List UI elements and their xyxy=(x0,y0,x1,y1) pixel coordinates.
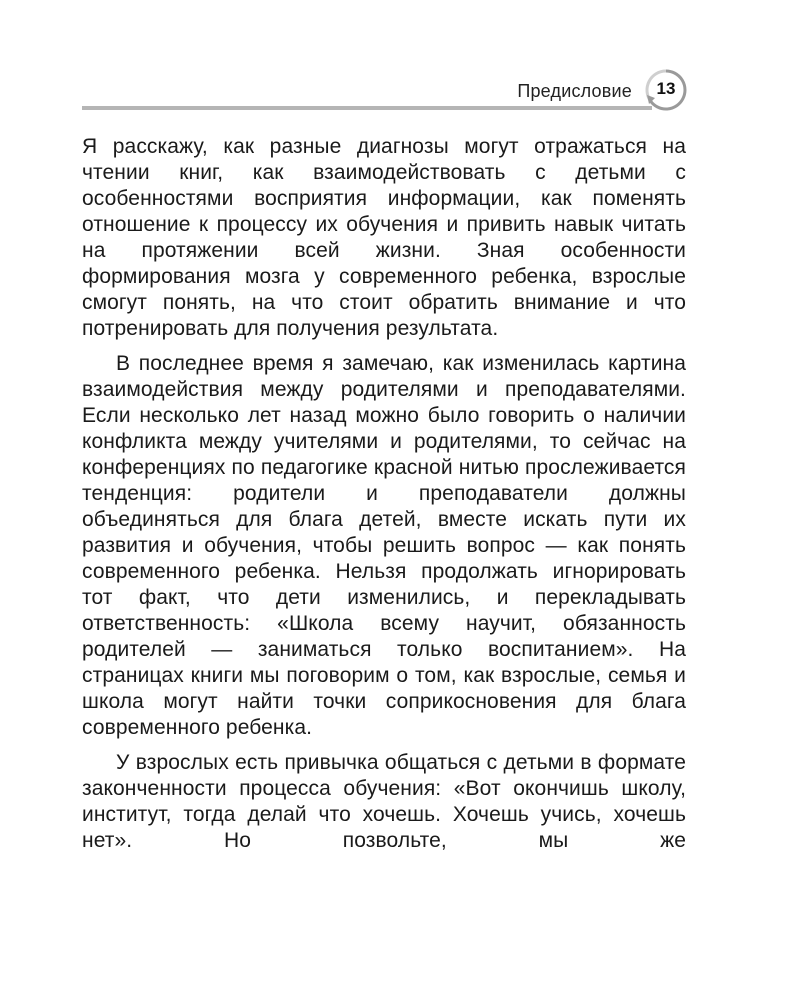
paragraph-3: У взрослых есть привычка общаться с детьми в формате законченности процесса обучения: «Вот окончишь школу, институт, тогда делай что хочешь. Хочешь учись, хочешь нет». Но позвольте, мы же xyxy=(82,751,686,852)
header-rule xyxy=(82,106,652,110)
chapter-title: Предисловие xyxy=(517,81,632,101)
running-header xyxy=(82,66,688,112)
paragraph-1: Я расскажу, как разные диагнозы могут отражаться на чтении книг, как взаимодействовать с детьми с особенностями восприятия информации, как поменять отношение к процессу их обучения и привить навык читать на протяжении всей жизни. Зная особенности формирования мозга у современного ребенка, взрослые смогут понять, на что стоит обратить внимание и что потренировать для получения результата. xyxy=(82,135,686,340)
page-number: 13 xyxy=(656,79,676,98)
body-text xyxy=(82,134,686,854)
page-number-badge xyxy=(644,68,688,112)
paragraph-2: В последнее время я замечаю, как изменилась картина взаимодействия между родителями и преподавателями. Если несколько лет назад можно было говорить о наличии конфликта между учителями и родителями, то сейчас на конференциях по педагогике красной нитью прослеживается тенденция: родители и преподаватели должны объединяться для блага детей, вместе искать пути их развития и обучения, чтобы решить вопрос — как понять современного ребенка. Нельзя продолжать игнорировать тот факт, что дети изменились, и перекладывать ответственность: «Школа всему научит, обязанность родителей — заниматься только воспитанием». На страницах книги мы поговорим о том, как взрослые, семья и школа могут найти точки соприкосновения для блага современного ребенка. xyxy=(82,352,686,739)
